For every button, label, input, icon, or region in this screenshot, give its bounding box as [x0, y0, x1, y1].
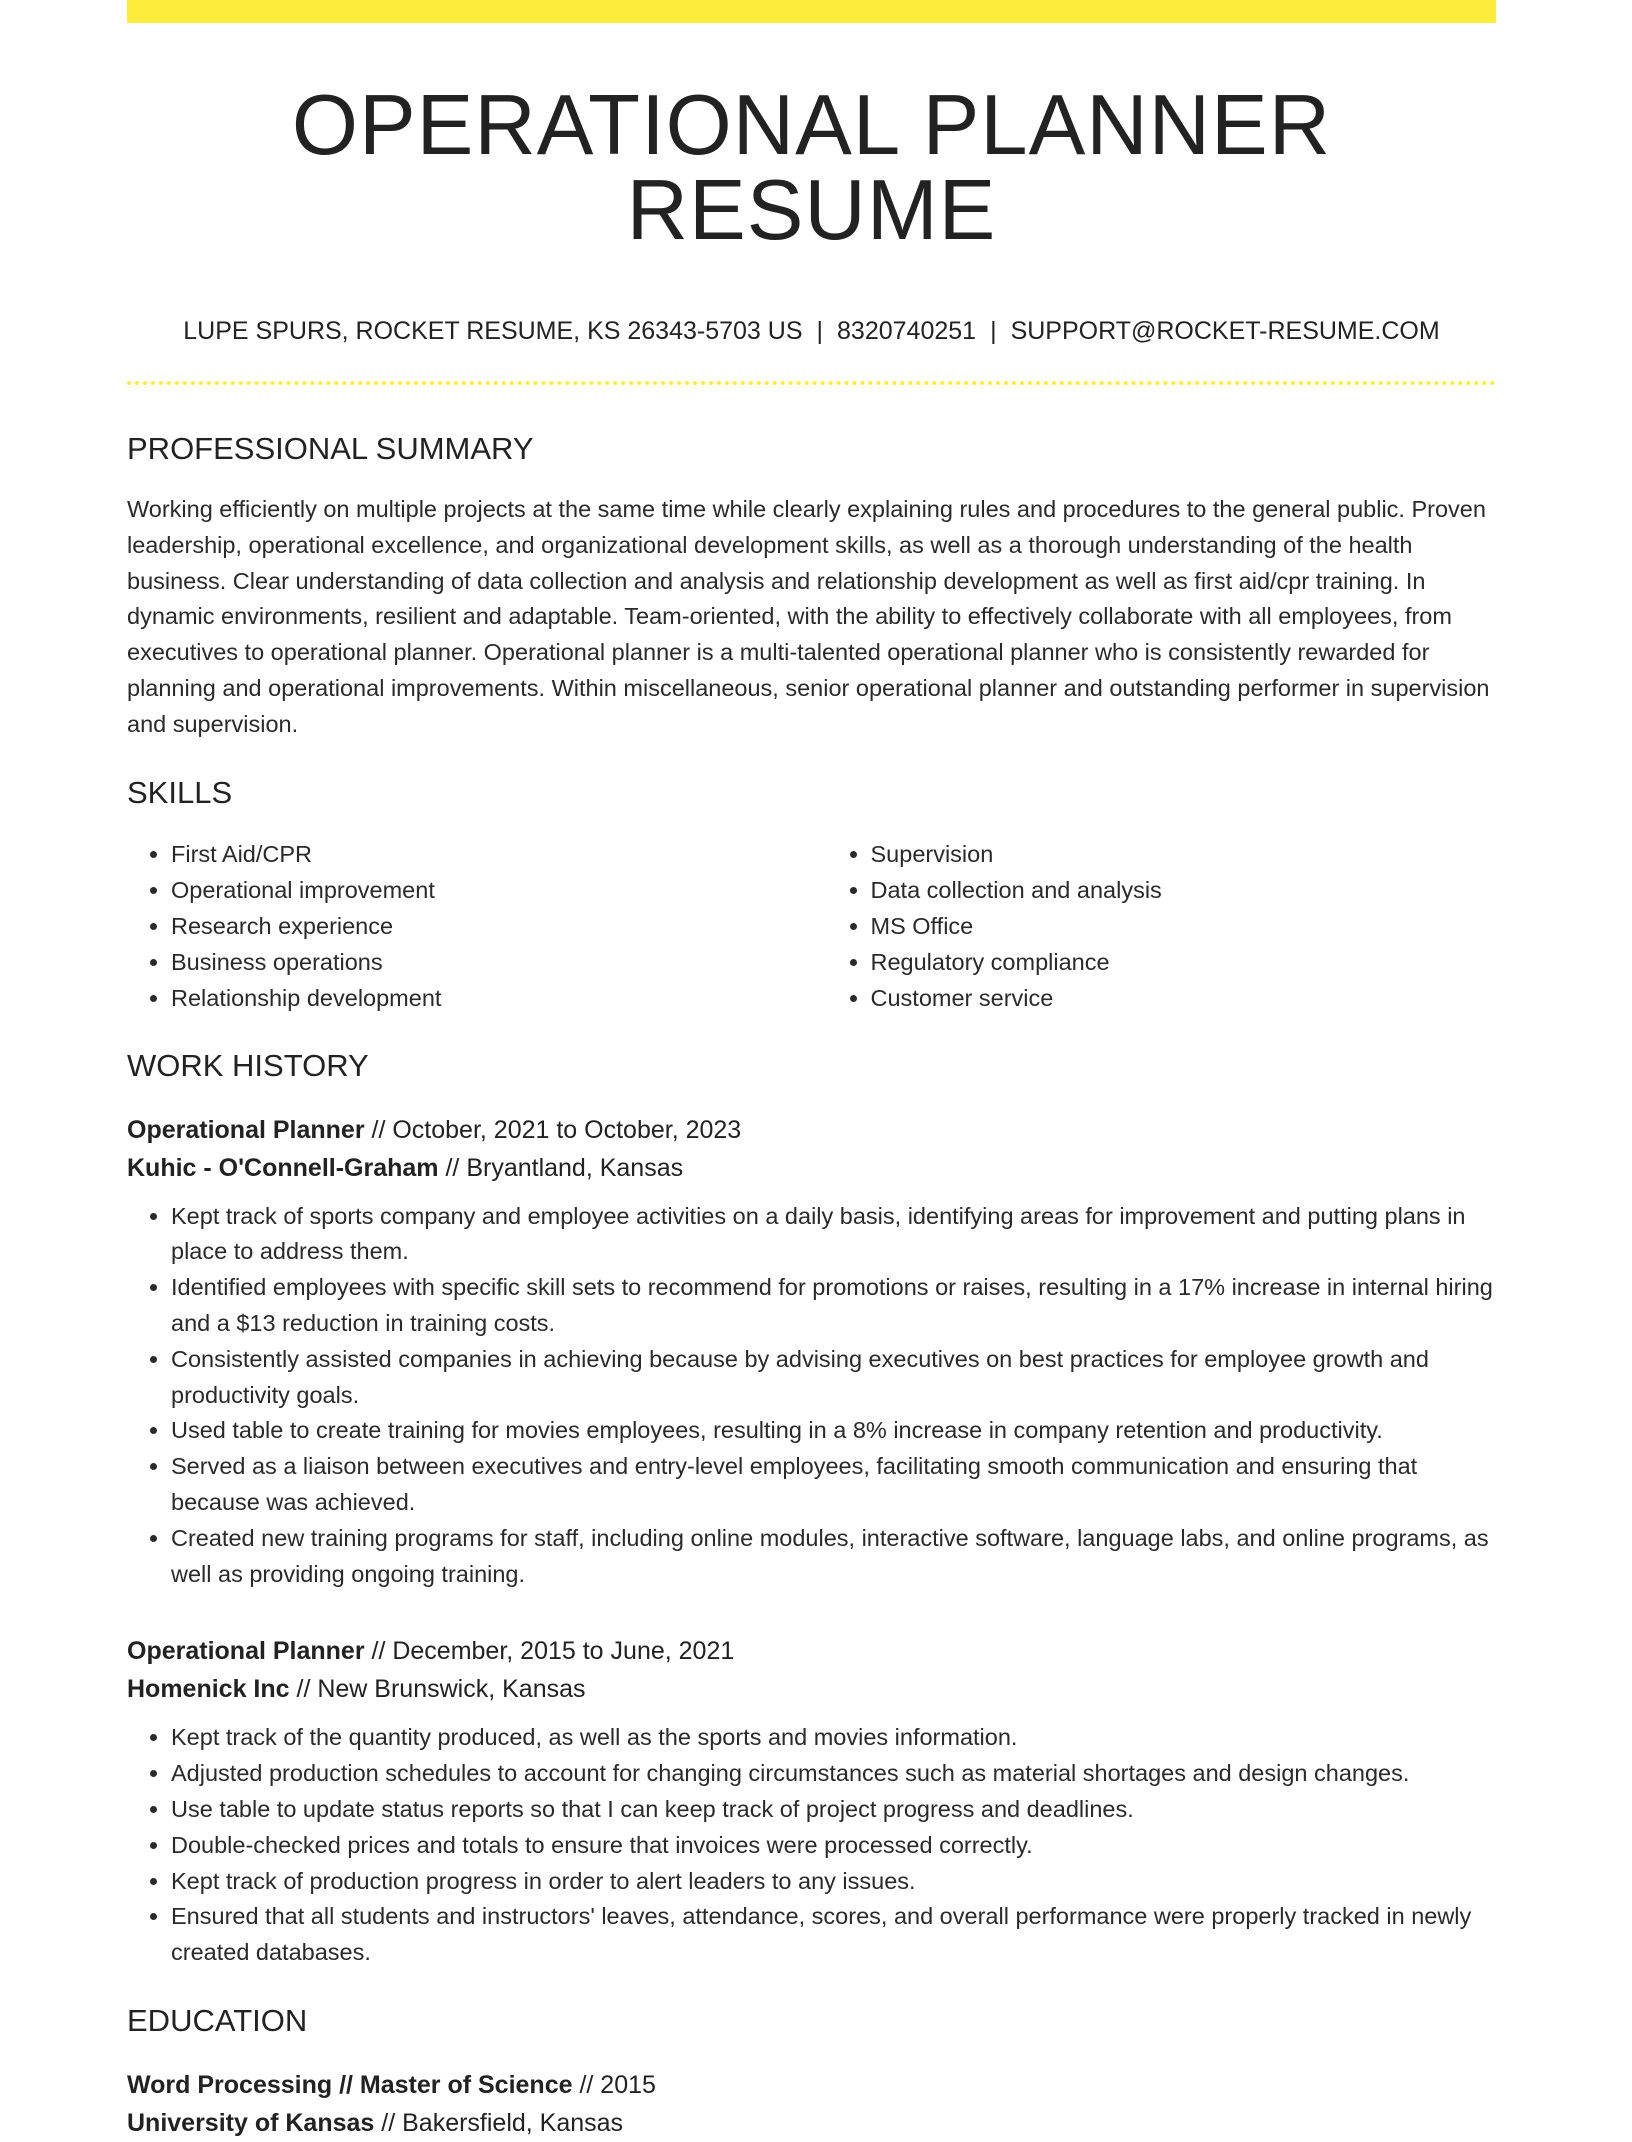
job-bullets: [127, 1720, 1496, 1971]
job-bullet: • Kept track of production progress in order to alert leaders to any issues.: [171, 1864, 1496, 1900]
skill-item: • MS Office: [871, 908, 1497, 944]
job-bullet: • Created new training programs for staff, including online modules, interactive software, language labs, and online programs, as well as providing ongoing training.: [171, 1521, 1496, 1593]
job-bullet: • Served as a liaison between executives and entry-level employees, facilitating smooth communication and ensuring that because was achieved.: [171, 1449, 1496, 1521]
job-bullet: • Used table to create training for movies employees, resulting in a 8% increase in company retention and productivity.: [171, 1413, 1496, 1449]
contact-phone: 8320740251: [837, 317, 977, 345]
resume-title: OPERATIONAL PLANNER RESUME: [291, 78, 1332, 258]
skills-column-left: [127, 836, 797, 1016]
contact-line: [127, 319, 1496, 344]
job-location: // Bryantland, Kansas: [438, 1153, 684, 1182]
skills-heading: SKILLS: [127, 774, 233, 810]
skill-item: • Business operations: [171, 944, 797, 980]
job-bullet: • Consistently assisted companies in achieving because by advising executives on best practices for employee growth and productivity goals.: [171, 1342, 1496, 1414]
skill-item: • Data collection and analysis: [871, 872, 1497, 908]
job-title: Operational Planner: [127, 1637, 365, 1666]
education-degree: Word Processing // Master of Science: [127, 2070, 573, 2099]
job-company-line: [127, 1149, 1496, 1187]
skills-list: [127, 836, 1496, 1016]
education-school-line: [127, 2104, 1496, 2142]
work-history-heading: WORK HISTORY: [127, 1047, 369, 1083]
summary-heading: PROFESSIONAL SUMMARY: [127, 431, 534, 466]
dotted-divider: [127, 381, 1496, 385]
job-bullet: • Double-checked prices and totals to ensure that invoices were processed correctly.: [171, 1828, 1496, 1864]
education-entry: [127, 2066, 1496, 2142]
job-title-line: [127, 1111, 1496, 1149]
education-heading: EDUCATION: [127, 2002, 308, 2038]
job-entry: [127, 1632, 1496, 1971]
job-bullet: • Kept track of sports company and employee activities on a daily basis, identifying areas for improvement and putting plans in place to address them.: [171, 1199, 1496, 1271]
contact-email: SUPPORT@ROCKET-RESUME.COM: [1010, 317, 1440, 345]
summary-text: Working efficiently on multiple projects at the same time while clearly explaining rules and procedures to the general public. Proven leadership, operational excellence, and organizational development skills, as well as a thorough understanding of the health business. Clear understanding of data collection and analysis and relationship development as well as first aid/cpr training. In dynamic environments, resilient and adaptable. Team-oriented, with the ability to effectively collaborate with all employees, from executives to operational planner. Operational planner is a multi-talented operational planner who is consistently rewarded for planning and operational improvements. Within miscellaneous, senior operational planner and outstanding performer in supervision and supervision.: [127, 496, 1490, 737]
job-bullets: [127, 1199, 1496, 1593]
job-dates: // October, 2021 to October, 2023: [364, 1115, 742, 1144]
skill-item: • Relationship development: [171, 980, 797, 1016]
job-location: // New Brunswick, Kansas: [289, 1675, 586, 1704]
resume-page: [127, 0, 1496, 2142]
job-title-line: [127, 1632, 1496, 1670]
job-bullet: • Identified employees with specific skill sets to recommend for promotions or raises, resulting in a 17% increase in internal hiring and a $13 reduction in training costs.: [171, 1270, 1496, 1342]
skill-item: • First Aid/CPR: [171, 836, 797, 872]
job-company: Homenick Inc: [127, 1675, 290, 1704]
job-entry: [127, 1111, 1496, 1593]
job-dates: // December, 2015 to June, 2021: [364, 1637, 735, 1666]
job-bullet: • Ensured that all students and instructors' leaves, attendance, scores, and overall performance were properly tracked in newly created databases.: [171, 1899, 1496, 1971]
job-bullet: • Use table to update status reports so that I can keep track of project progress and deadlines.: [171, 1792, 1496, 1828]
contact-separator: |: [816, 317, 824, 345]
skill-item: • Research experience: [171, 908, 797, 944]
job-company: Kuhic - O'Connell-Graham: [127, 1153, 439, 1182]
education-year: // 2015: [572, 2070, 656, 2099]
skill-item: • Supervision: [871, 836, 1497, 872]
job-company-line: [127, 1670, 1496, 1708]
skills-column-right: [827, 836, 1497, 1016]
job-title: Operational Planner: [127, 1115, 365, 1144]
skill-item: • Regulatory compliance: [871, 944, 1497, 980]
education-school: University of Kansas: [127, 2108, 375, 2137]
job-bullet: • Kept track of the quantity produced, as well as the sports and movies information.: [171, 1720, 1496, 1756]
education-degree-line: [127, 2066, 1496, 2104]
contact-address: LUPE SPURS, ROCKET RESUME, KS 26343-5703 US: [183, 317, 803, 345]
accent-top-bar: [127, 0, 1496, 23]
skill-item: • Customer service: [871, 980, 1497, 1016]
education-location: // Bakersfield, Kansas: [374, 2108, 624, 2137]
contact-separator: |: [990, 317, 997, 345]
job-bullet: • Adjusted production schedules to account for changing circumstances such as material shortages and design changes.: [171, 1756, 1496, 1792]
skill-item: • Operational improvement: [171, 872, 797, 908]
